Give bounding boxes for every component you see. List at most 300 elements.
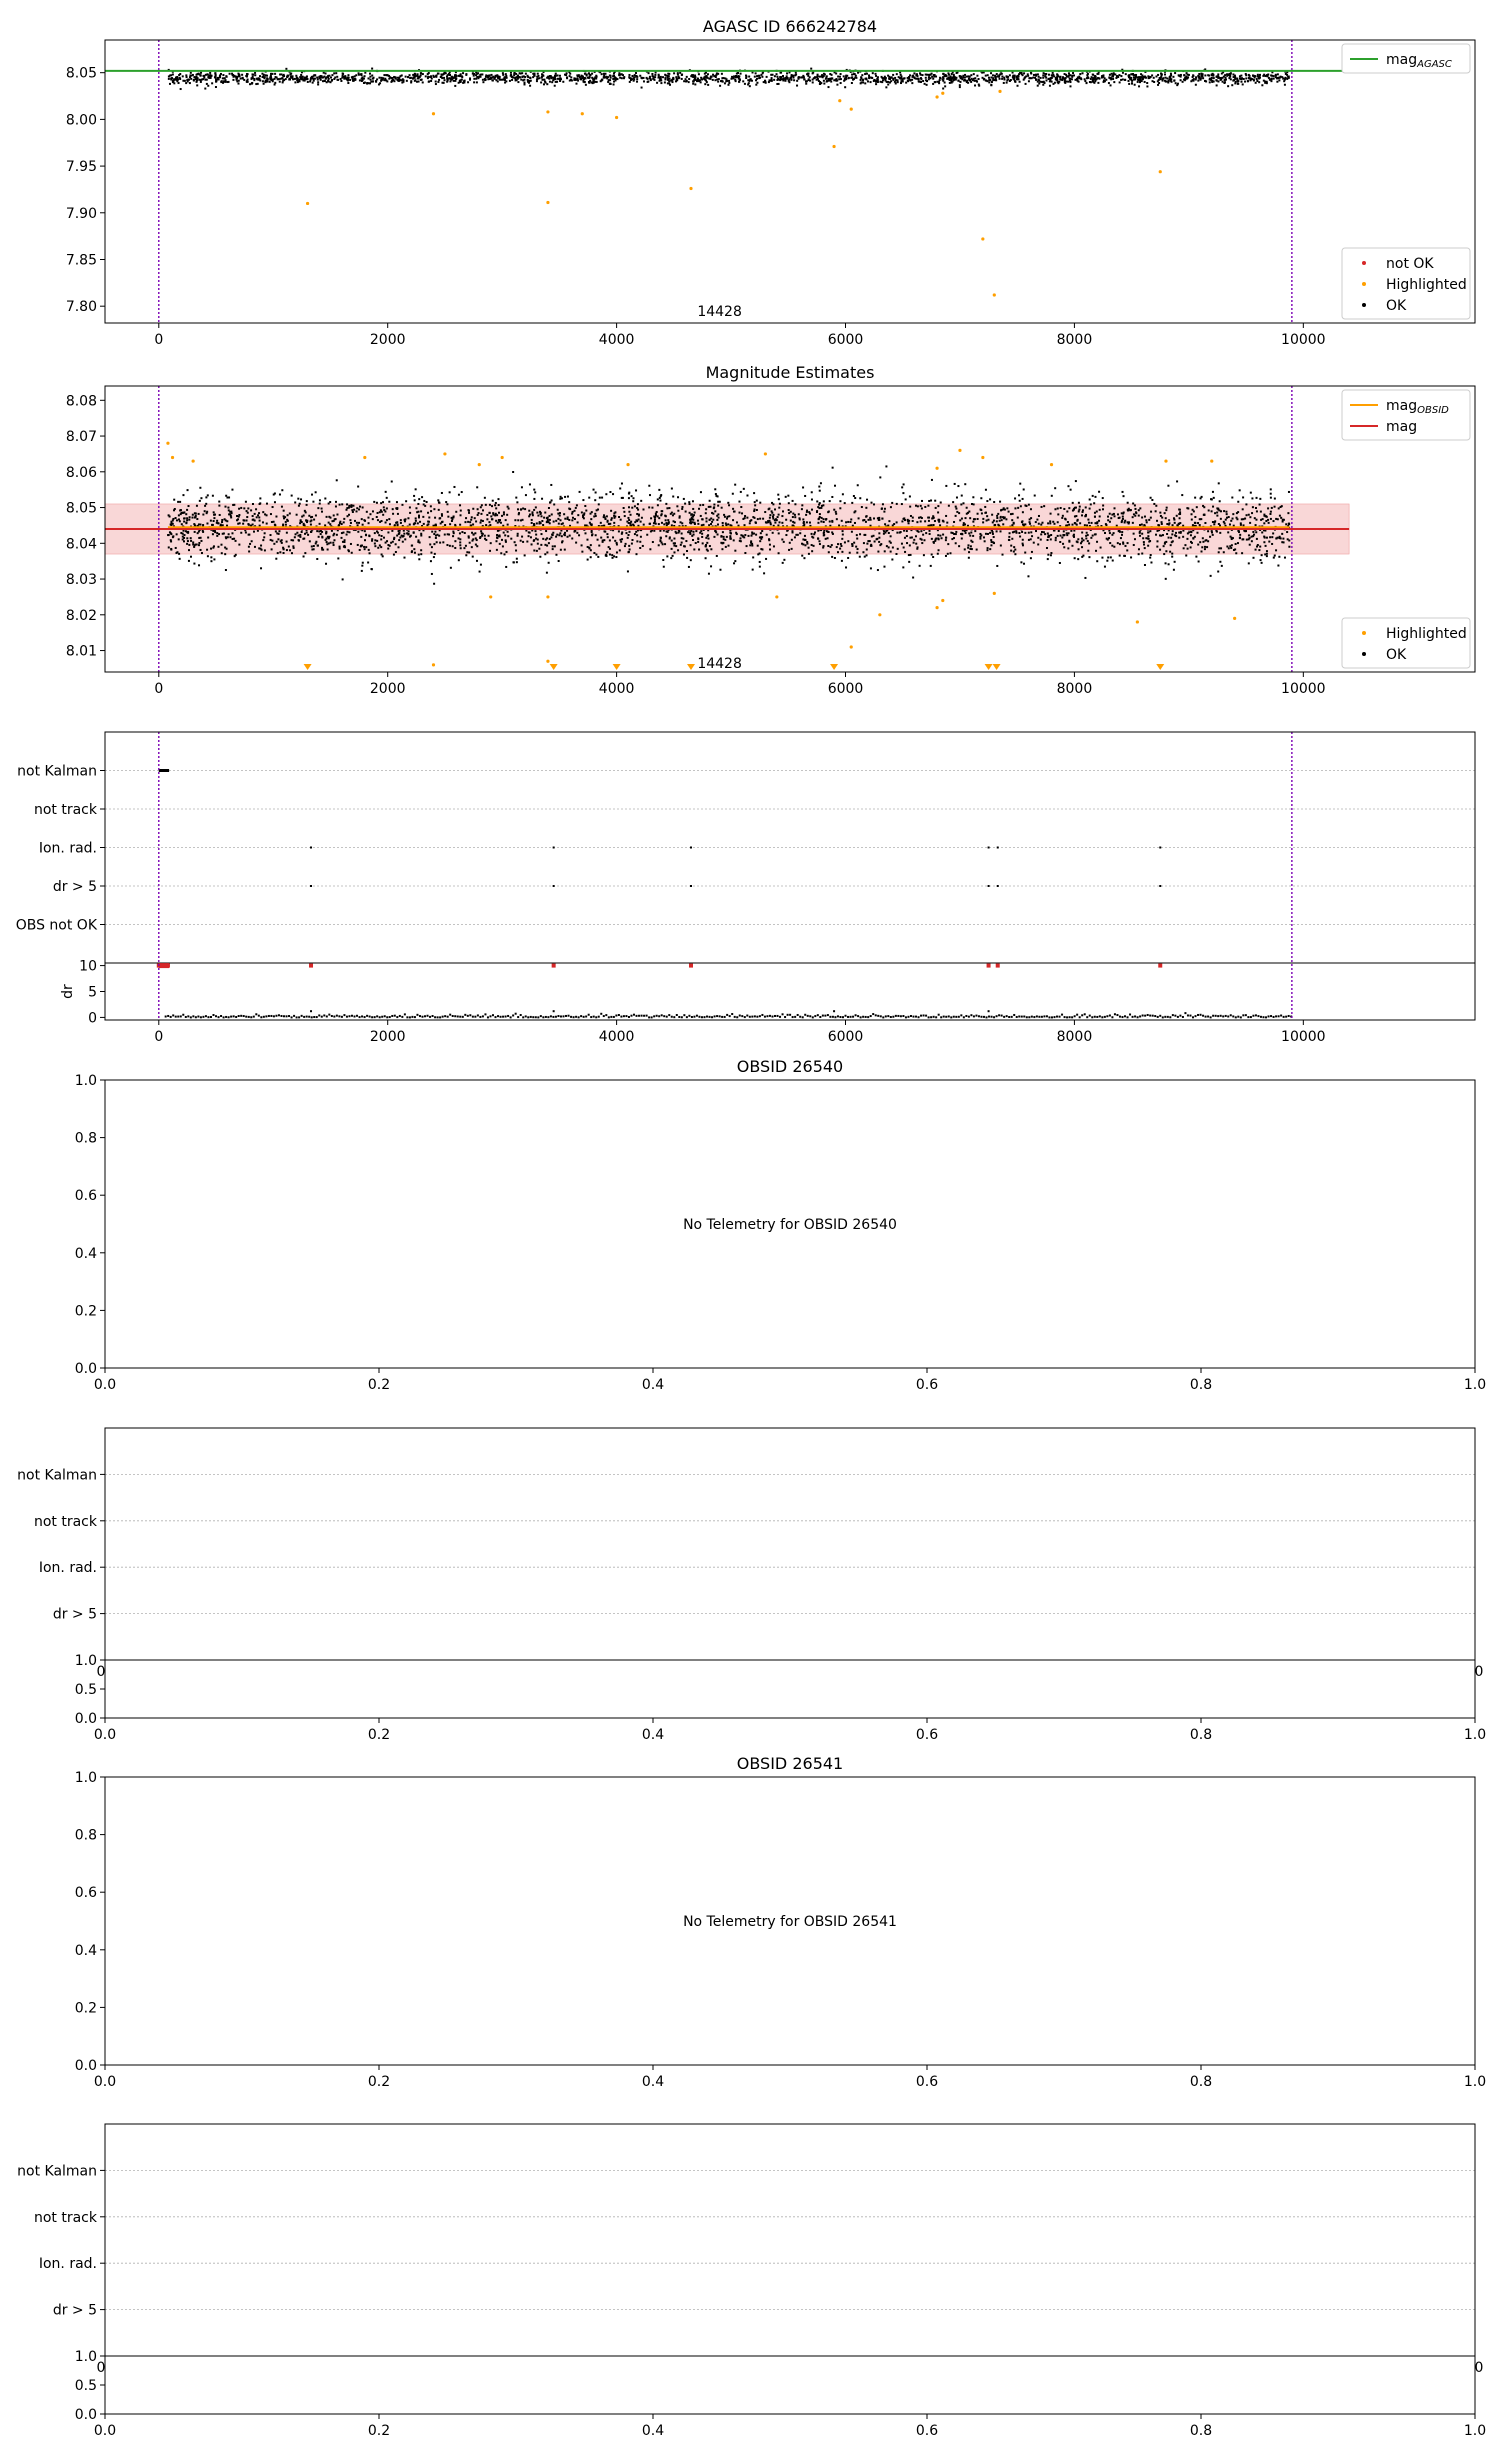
ok-point xyxy=(1197,80,1199,82)
ok-point xyxy=(343,521,345,523)
ok-point xyxy=(1063,508,1065,510)
ok-point xyxy=(1122,516,1124,518)
ok-point xyxy=(548,515,550,517)
ok-point xyxy=(1009,532,1011,534)
ok-point xyxy=(1031,77,1033,79)
ok-point xyxy=(618,516,620,518)
ok-point xyxy=(396,501,398,503)
ok-point xyxy=(275,558,277,560)
ok-point xyxy=(778,552,780,554)
ok-point xyxy=(447,80,449,82)
ok-point xyxy=(577,77,579,79)
ok-point xyxy=(1198,77,1200,79)
ok-point xyxy=(1252,506,1254,508)
ok-point xyxy=(453,80,455,82)
ok-point xyxy=(176,77,178,79)
ok-point xyxy=(429,536,431,538)
ok-point xyxy=(1179,509,1181,511)
ok-point xyxy=(611,554,613,556)
ok-point xyxy=(442,521,444,523)
ok-point xyxy=(1012,76,1014,78)
ok-point xyxy=(1094,516,1096,518)
ok-point xyxy=(746,517,748,519)
ok-point xyxy=(275,516,277,518)
ok-point xyxy=(942,80,944,82)
ok-point xyxy=(992,533,994,535)
ok-point xyxy=(974,84,976,86)
ok-point xyxy=(1109,532,1111,534)
ok-point xyxy=(176,519,178,521)
ok-point xyxy=(473,78,475,80)
ok-point xyxy=(393,554,395,556)
ok-point xyxy=(567,496,569,498)
ok-point xyxy=(851,502,853,504)
ok-point xyxy=(427,512,429,514)
ok-point xyxy=(754,76,756,78)
ok-point xyxy=(1020,505,1022,507)
ok-point xyxy=(631,75,633,77)
ok-point xyxy=(1121,534,1123,536)
ok-point xyxy=(857,72,859,74)
ok-point xyxy=(819,490,821,492)
ok-point xyxy=(1270,74,1272,76)
ok-point xyxy=(1109,513,1111,515)
ok-point xyxy=(1223,510,1225,512)
ok-point xyxy=(245,531,247,533)
ok-point xyxy=(474,517,476,519)
ok-point xyxy=(1259,498,1261,500)
ok-point xyxy=(396,508,398,510)
ok-point xyxy=(213,511,215,513)
ok-point xyxy=(584,77,586,79)
ok-point xyxy=(1094,533,1096,535)
ok-point xyxy=(1281,76,1283,78)
ok-point xyxy=(974,80,976,82)
ok-point xyxy=(1202,505,1204,507)
ok-point xyxy=(413,495,415,497)
ok-point xyxy=(433,533,435,535)
ok-point xyxy=(1139,81,1141,83)
ok-point xyxy=(568,519,570,521)
ok-point xyxy=(825,519,827,521)
ok-point xyxy=(919,72,921,74)
ok-point xyxy=(466,551,468,553)
ok-point xyxy=(557,74,559,76)
ok-point xyxy=(196,544,198,546)
ok-point xyxy=(1170,537,1172,539)
ok-point xyxy=(254,74,256,76)
ok-point xyxy=(383,74,385,76)
ok-point xyxy=(503,513,505,515)
ok-point xyxy=(704,76,706,78)
ok-point xyxy=(1106,560,1108,562)
ok-point xyxy=(313,80,315,82)
ok-point xyxy=(909,74,911,76)
ok-point xyxy=(418,498,420,500)
ok-point xyxy=(630,521,632,523)
ok-point xyxy=(1149,557,1151,559)
ok-point xyxy=(676,505,678,507)
ok-point xyxy=(1204,74,1206,76)
ok-point xyxy=(1196,532,1198,534)
ok-point xyxy=(182,75,184,77)
ok-point xyxy=(524,76,526,78)
ok-point xyxy=(782,510,784,512)
ok-point xyxy=(937,537,939,539)
ok-point xyxy=(335,72,337,74)
ok-point xyxy=(883,533,885,535)
ok-point xyxy=(1279,515,1281,517)
ok-point xyxy=(690,559,692,561)
ok-point xyxy=(1219,532,1221,534)
ok-point xyxy=(609,553,611,555)
ok-point xyxy=(1217,73,1219,75)
ok-point xyxy=(1163,553,1165,555)
ok-point xyxy=(216,520,218,522)
ok-point xyxy=(986,515,988,517)
ok-point xyxy=(1234,75,1236,77)
ok-point xyxy=(1084,80,1086,82)
ok-point xyxy=(1213,77,1215,79)
ok-point xyxy=(673,542,675,544)
ok-point xyxy=(461,75,463,77)
ok-point xyxy=(416,81,418,83)
ok-point xyxy=(1222,81,1224,83)
ok-point xyxy=(769,514,771,516)
ok-point xyxy=(1010,545,1012,547)
ok-point xyxy=(1017,517,1019,519)
ok-point xyxy=(845,75,847,77)
ok-point xyxy=(1011,524,1013,526)
ok-point xyxy=(652,76,654,78)
ok-point xyxy=(371,538,373,540)
ok-point xyxy=(316,77,318,79)
x-tick-label: 0 xyxy=(154,332,164,348)
ok-point xyxy=(845,521,847,523)
ok-point xyxy=(885,530,887,532)
legend-dot-swatch xyxy=(1362,303,1366,307)
ok-point xyxy=(460,510,462,512)
ok-point xyxy=(299,534,301,536)
ok-point xyxy=(843,75,845,77)
ok-point xyxy=(541,498,543,500)
ok-point xyxy=(300,498,302,500)
ok-point xyxy=(1041,522,1043,524)
ok-point xyxy=(189,82,191,84)
ok-point xyxy=(254,546,256,548)
ok-point xyxy=(340,80,342,82)
ok-point xyxy=(196,505,198,507)
ok-point xyxy=(743,536,745,538)
ok-point xyxy=(408,533,410,535)
ok-point xyxy=(964,548,966,550)
ok-point xyxy=(449,545,451,547)
ok-point xyxy=(1242,83,1244,85)
ok-point xyxy=(813,545,815,547)
ok-point xyxy=(1258,549,1260,551)
ok-point xyxy=(339,548,341,550)
ok-point xyxy=(229,73,231,75)
ok-point xyxy=(1251,78,1253,80)
ok-point xyxy=(938,549,940,551)
ok-point xyxy=(831,74,833,76)
ok-point xyxy=(892,74,894,76)
ok-point xyxy=(681,537,683,539)
ok-point xyxy=(915,535,917,537)
ok-point xyxy=(894,77,896,79)
ok-point xyxy=(687,531,689,533)
ok-point xyxy=(242,77,244,79)
ok-point xyxy=(818,76,820,78)
ok-point xyxy=(1268,522,1270,524)
ok-point xyxy=(819,543,821,545)
ok-point xyxy=(375,81,377,83)
ok-point xyxy=(872,72,874,74)
ok-point xyxy=(1001,519,1003,521)
ok-point xyxy=(841,520,843,522)
ok-point xyxy=(959,519,961,521)
ok-point xyxy=(690,514,692,516)
ok-point xyxy=(734,550,736,552)
ok-point xyxy=(1063,546,1065,548)
ok-point xyxy=(665,503,667,505)
ok-point xyxy=(689,522,691,524)
ok-point xyxy=(479,74,481,76)
ok-point xyxy=(262,539,264,541)
ok-point xyxy=(733,77,735,79)
legend-label: Highlighted xyxy=(1386,277,1467,293)
ok-point xyxy=(697,541,699,543)
ok-point xyxy=(269,81,271,83)
ok-point xyxy=(1132,516,1134,518)
ok-point xyxy=(881,518,883,520)
ok-point xyxy=(985,75,987,77)
ok-point xyxy=(634,533,636,535)
ok-point xyxy=(719,569,721,571)
ok-point xyxy=(608,79,610,81)
ok-point xyxy=(933,74,935,76)
ok-point xyxy=(1129,77,1131,79)
ok-point xyxy=(979,536,981,538)
ok-point xyxy=(296,514,298,516)
ok-point xyxy=(185,74,187,76)
ok-point xyxy=(524,508,526,510)
ok-point xyxy=(538,548,540,550)
ok-point xyxy=(370,568,372,570)
ok-point xyxy=(212,530,214,532)
ok-point xyxy=(514,519,516,521)
ok-point xyxy=(1113,72,1115,74)
ok-point xyxy=(397,513,399,515)
ok-point xyxy=(522,79,524,81)
ok-point xyxy=(669,537,671,539)
ok-point xyxy=(1156,546,1158,548)
ok-point xyxy=(913,72,915,74)
ok-point xyxy=(835,72,837,74)
ok-point xyxy=(279,551,281,553)
ok-point xyxy=(1130,509,1132,511)
ok-point xyxy=(291,552,293,554)
ok-point xyxy=(352,78,354,80)
ok-point xyxy=(1147,535,1149,537)
ok-point xyxy=(515,497,517,499)
ok-point xyxy=(563,534,565,536)
ok-point xyxy=(732,493,734,495)
ok-point xyxy=(1054,508,1056,510)
ok-point xyxy=(873,503,875,505)
ok-point xyxy=(956,511,958,513)
ok-point xyxy=(757,75,759,77)
ok-point xyxy=(1141,516,1143,518)
ok-point xyxy=(623,507,625,509)
ok-point xyxy=(1207,530,1209,532)
ok-point xyxy=(1086,82,1088,84)
ok-point xyxy=(529,77,531,79)
ok-point xyxy=(266,503,268,505)
ok-point xyxy=(555,75,557,77)
ok-point xyxy=(778,83,780,85)
ok-point xyxy=(1010,79,1012,81)
ok-point xyxy=(811,491,813,493)
ok-point xyxy=(675,545,677,547)
ok-point xyxy=(1271,536,1273,538)
ok-point xyxy=(781,515,783,517)
ok-point xyxy=(246,510,248,512)
ok-point xyxy=(1187,548,1189,550)
ok-point xyxy=(467,509,469,511)
ok-point xyxy=(274,501,276,503)
ok-point xyxy=(377,512,379,514)
ok-point xyxy=(1283,519,1285,521)
ok-point xyxy=(1234,82,1236,84)
ok-point xyxy=(538,77,540,79)
ok-point xyxy=(498,504,500,506)
ok-point xyxy=(1022,74,1024,76)
ok-point xyxy=(393,80,395,82)
ok-point xyxy=(851,543,853,545)
ok-point xyxy=(871,535,873,537)
ok-point xyxy=(1203,514,1205,516)
ok-point xyxy=(595,491,597,493)
ok-point xyxy=(590,81,592,83)
ok-point xyxy=(816,500,818,502)
ok-point xyxy=(913,542,915,544)
ok-point xyxy=(842,493,844,495)
ok-point xyxy=(1276,81,1278,83)
ok-point xyxy=(1040,524,1042,526)
ok-point xyxy=(1037,73,1039,75)
ok-point xyxy=(180,509,182,511)
ok-point xyxy=(499,79,501,81)
ok-point xyxy=(708,573,710,575)
ok-point xyxy=(735,80,737,82)
ok-point xyxy=(295,75,297,77)
ok-point xyxy=(1228,77,1230,79)
ok-point xyxy=(1105,523,1107,525)
ok-point xyxy=(801,504,803,506)
ok-point xyxy=(636,78,638,80)
ok-point xyxy=(705,557,707,559)
ok-point xyxy=(498,512,500,514)
ok-point xyxy=(168,546,170,548)
ok-point xyxy=(864,78,866,80)
ok-point xyxy=(809,522,811,524)
ok-point xyxy=(636,81,638,83)
ok-point xyxy=(823,521,825,523)
ok-point xyxy=(1231,84,1233,86)
ok-point xyxy=(668,521,670,523)
ok-point xyxy=(1067,521,1069,523)
ok-point xyxy=(517,519,519,521)
ok-point xyxy=(1166,80,1168,82)
ok-point xyxy=(853,511,855,513)
ok-point xyxy=(499,76,501,78)
ok-point xyxy=(419,521,421,523)
ok-point xyxy=(706,542,708,544)
ok-point xyxy=(304,533,306,535)
ok-point xyxy=(754,501,756,503)
ok-point xyxy=(762,518,764,520)
ok-point xyxy=(1149,530,1151,532)
ok-point xyxy=(1172,524,1174,526)
ok-point xyxy=(1183,547,1185,549)
ok-point xyxy=(886,81,888,83)
ok-point xyxy=(657,504,659,506)
ok-point xyxy=(823,518,825,520)
ok-point xyxy=(628,531,630,533)
ok-point xyxy=(326,541,328,543)
ok-point xyxy=(1053,75,1055,77)
ok-point xyxy=(1256,78,1258,80)
ok-point xyxy=(1275,549,1277,551)
ok-point xyxy=(1110,84,1112,86)
ok-point xyxy=(480,522,482,524)
ok-point xyxy=(1142,537,1144,539)
ok-point xyxy=(992,79,994,81)
ok-point xyxy=(219,74,221,76)
ok-point xyxy=(1224,79,1226,81)
ok-point xyxy=(1014,553,1016,555)
ok-point xyxy=(1182,536,1184,538)
ok-point xyxy=(259,503,261,505)
ok-point xyxy=(1102,508,1104,510)
ok-point xyxy=(887,84,889,86)
ok-point xyxy=(794,503,796,505)
ok-point xyxy=(1030,538,1032,540)
ok-point xyxy=(1155,75,1157,77)
ok-point xyxy=(175,552,177,554)
ok-point xyxy=(526,541,528,543)
ok-point xyxy=(718,78,720,80)
ok-point xyxy=(960,77,962,79)
ok-point xyxy=(851,82,853,84)
ok-point xyxy=(771,512,773,514)
ok-point xyxy=(914,77,916,79)
ok-point xyxy=(476,81,478,83)
ok-point xyxy=(744,534,746,536)
ok-point xyxy=(1249,75,1251,77)
ok-point xyxy=(1255,82,1257,84)
ok-point xyxy=(720,542,722,544)
ok-point xyxy=(791,539,793,541)
ok-point xyxy=(952,501,954,503)
ok-point xyxy=(175,517,177,519)
ok-point xyxy=(790,511,792,513)
ok-point xyxy=(662,543,664,545)
ok-point xyxy=(722,522,724,524)
ok-point xyxy=(698,549,700,551)
ok-point xyxy=(1253,557,1255,559)
